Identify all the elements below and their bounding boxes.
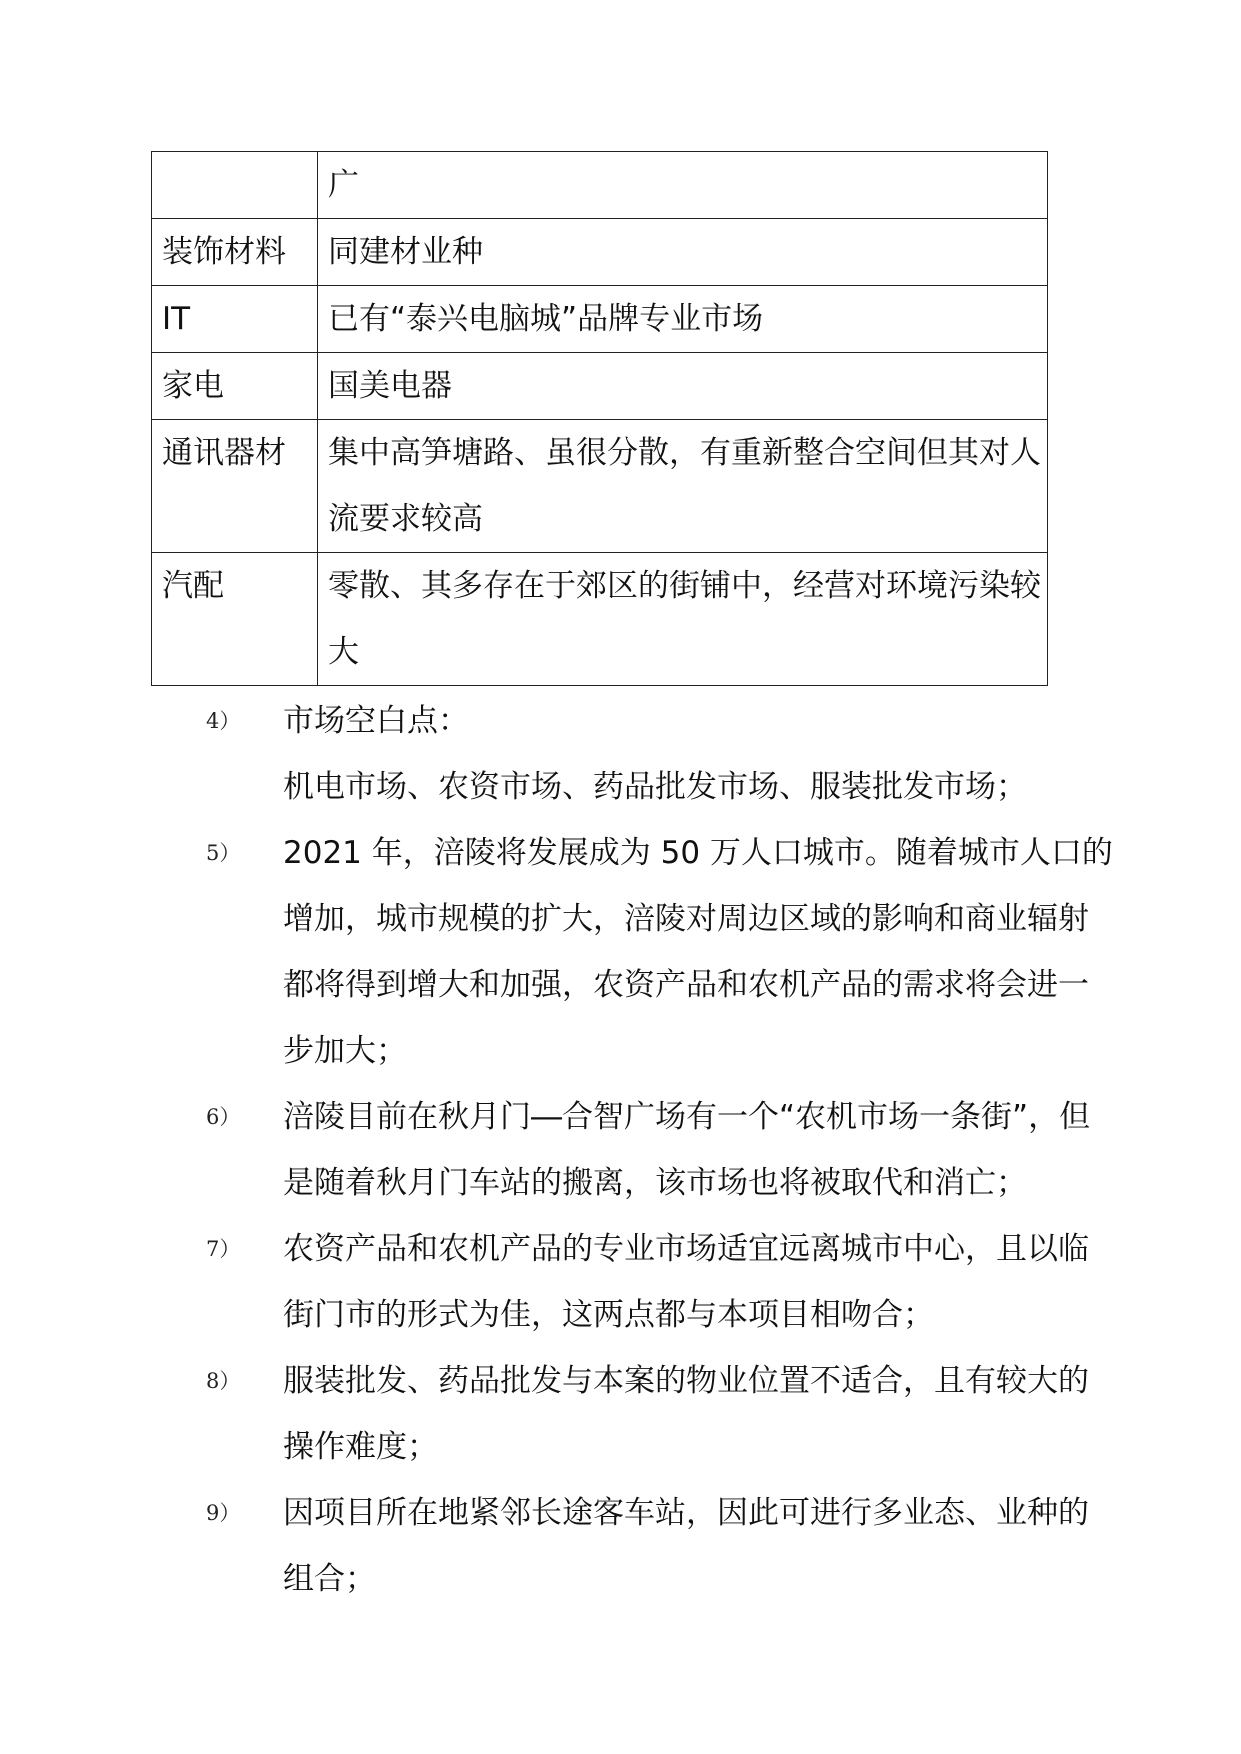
list-item	[0, 820, 1241, 1084]
table-cell-category: IT	[152, 286, 318, 353]
list-item-text: 农资产品和农机产品的专业市场适宜远离城市中心，且以临街门市的形式为佳，这两点都与本项目相吻合；	[283, 1231, 1089, 1333]
list-item	[0, 1480, 1241, 1612]
list-item-number: 9）	[206, 1501, 241, 1525]
list-item-number: 6）	[206, 1105, 241, 1129]
numbered-list	[0, 688, 1241, 1612]
list-item-text: 市场空白点：	[283, 703, 469, 739]
list-item-number: 7）	[206, 1237, 241, 1261]
list-item	[0, 754, 1241, 820]
table-cell-category: 家电	[152, 353, 318, 420]
table-cell-category: 通讯器材	[152, 420, 318, 553]
table-row	[152, 353, 1048, 420]
table-cell-category	[152, 152, 318, 219]
table-cell-description: 已有“泰兴电脑城”品牌专业市场	[318, 286, 1048, 353]
list-item-text: 2021 年，涪陵将发展成为 50 万人口城市。随着城市人口的增加，城市规模的扩大，涪陵对周边区域的影响和商业辐射都将得到增大和加强，农资产品和农机产品的需求将会进一步加大；	[283, 835, 1113, 1069]
table-cell-description: 集中高笋塘路、虽很分散，有重新整合空间但其对人流要求较高	[318, 420, 1048, 553]
list-item	[0, 1348, 1241, 1480]
table-cell-description: 零散、其多存在于郊区的街铺中，经营对环境污染较大	[318, 553, 1048, 686]
list-item	[0, 688, 1241, 754]
list-item-number: 5）	[206, 841, 241, 865]
list-item	[0, 1216, 1241, 1348]
list-item-text: 服装批发、药品批发与本案的物业位置不适合，且有较大的操作难度；	[283, 1363, 1089, 1465]
list-item-text: 因项目所在地紧邻长途客车站，因此可进行多业态、业种的组合；	[283, 1495, 1089, 1597]
table-row	[152, 553, 1048, 686]
table-cell-description: 广	[318, 152, 1048, 219]
list-item-text: 涪陵目前在秋月门―合智广场有一个“农机市场一条街”，但是随着秋月门车站的搬离，该市场也将被取代和消亡；	[283, 1099, 1091, 1201]
list-item-text: 机电市场、农资市场、药品批发市场、服装批发市场；	[283, 769, 1027, 805]
table-row	[152, 219, 1048, 286]
table-cell-category: 汽配	[152, 553, 318, 686]
table-row	[152, 286, 1048, 353]
list-item	[0, 1084, 1241, 1216]
table-row	[152, 420, 1048, 553]
list-item-number: 4）	[206, 709, 241, 733]
table-cell-category: 装饰材料	[152, 219, 318, 286]
table-cell-description: 国美电器	[318, 353, 1048, 420]
table-cell-description: 同建材业种	[318, 219, 1048, 286]
list-item-number: 8）	[206, 1369, 241, 1393]
market-table	[151, 151, 1048, 686]
table-row	[152, 152, 1048, 219]
